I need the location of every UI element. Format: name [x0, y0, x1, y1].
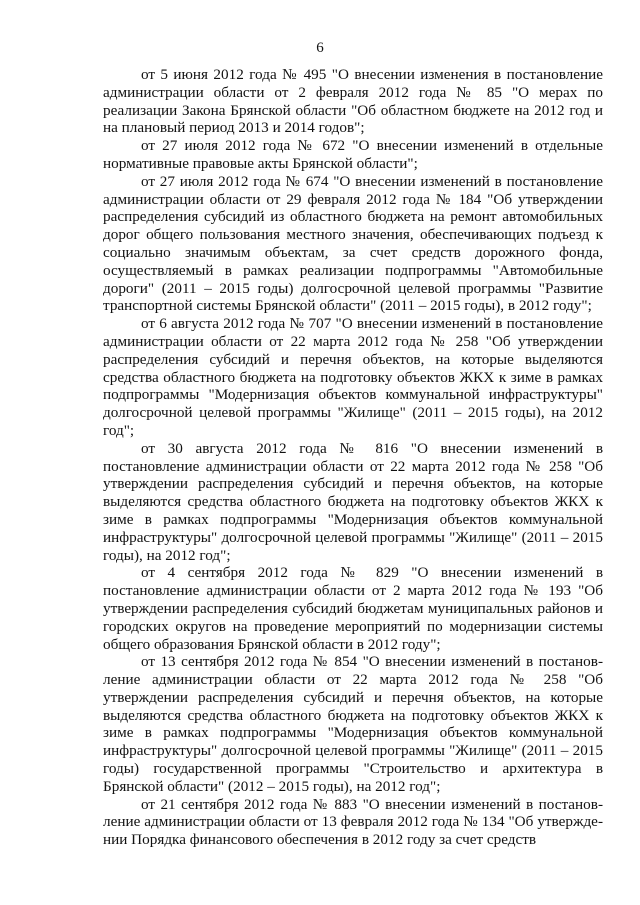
paragraph-decree-707: от 6 августа 2012 года № 707 "О внесении изменений в постановление администрации области от 22 марта 2012 года № 258 "Об утверждении распределения субсидий и перечня объектов, на которые выделяются средства областного бюджета на подготовку объектов ЖКХ к зиме в рамках подпрограммы "Модернизация объектов коммунальной инфраструктуры" долгосрочной целевой программы "Жилище" (2011 – 2015 годы), на 2012 год"; — [103, 315, 603, 439]
paragraph-decree-854: от 13 сентября 2012 года № 854 "О внесении изменений в постановление администрации области от 22 марта 2012 года № 258 "Об утверждении распределения субсидий и перечня объектов, на которые выделяются средства областного бюджета на подготовку объектов ЖКХ к зиме в рамках подпрограммы "Модернизация объектов коммунальной инфраструктуры" долгосрочной целевой программы "Жилище" (2011 – 2015 годы) государственной программы "Строительство и архитектура в Брянской области" (2012 – 2015 годы), на 2012 год"; — [103, 653, 603, 795]
paragraph-decree-674: от 27 июля 2012 года № 674 "О внесении изменений в постановление администрации области от 29 февраля 2012 года № 184 "Об утверждении распределения субсидий из областного бюджета на ремонт автомобильных дорог общего пользования местного значения, обеспечивающих подъезд к социально значимым объектам, за счет средств дорожного фонда, осуществляемый в рамках реализации подпрограммы "Автомобильные дороги" (2011 – 2015 годы) долгосрочной целевой программы "Развитие транспортной системы Брянской области" (2011 – 2015 годы), в 2012 году"; — [103, 172, 603, 315]
paragraph-decree-883: от 21 сентября 2012 года № 883 "О внесении изменений в постановление администрации области от 13 февраля 2012 года № 134 "Об утверждении Порядка финансового обеспечения в 2012 году за счет средств — [103, 795, 603, 849]
paragraph-decree-829: от 4 сентября 2012 года № 829 "О внесении изменений в постановление администрации области от 2 марта 2012 года № 193 "Об утверждении распределения субсидий бюджетам муниципальных районов и городских округов на проведение мероприятий по модернизации системы общего образования Брянской области в 2012 году"; — [103, 564, 603, 653]
page-number: 6 — [316, 40, 324, 56]
paragraph-decree-495: от 5 июня 2012 года № 495 "О внесении изменения в постановление администрации области от 2 февраля 2012 года № 85 "О мерах по реализации Закона Брянской области "Об областном бюджете на 2012 год и на плановый период 2013 и 2014 годов"; — [103, 66, 603, 137]
paragraph-decree-816: от 30 августа 2012 года № 816 "О внесении изменений в постановление администрации области от 22 марта 2012 года № 258 "Об утверждении распределения субсидий и перечня объектов, на которые выделяются средства областного бюджета на подготовку объектов ЖКХ к зиме в рамках подпрограммы "Модернизация объектов коммунальной инфраструктуры" долгосрочной целевой программы "Жилище" (2011 – 2015 годы), на 2012 год"; — [103, 439, 603, 564]
paragraph-decree-672: от 27 июля 2012 года № 672 "О внесении изменений в отдельные нормативные правовые акты Брянской области"; — [103, 137, 603, 172]
document-body — [103, 66, 603, 849]
